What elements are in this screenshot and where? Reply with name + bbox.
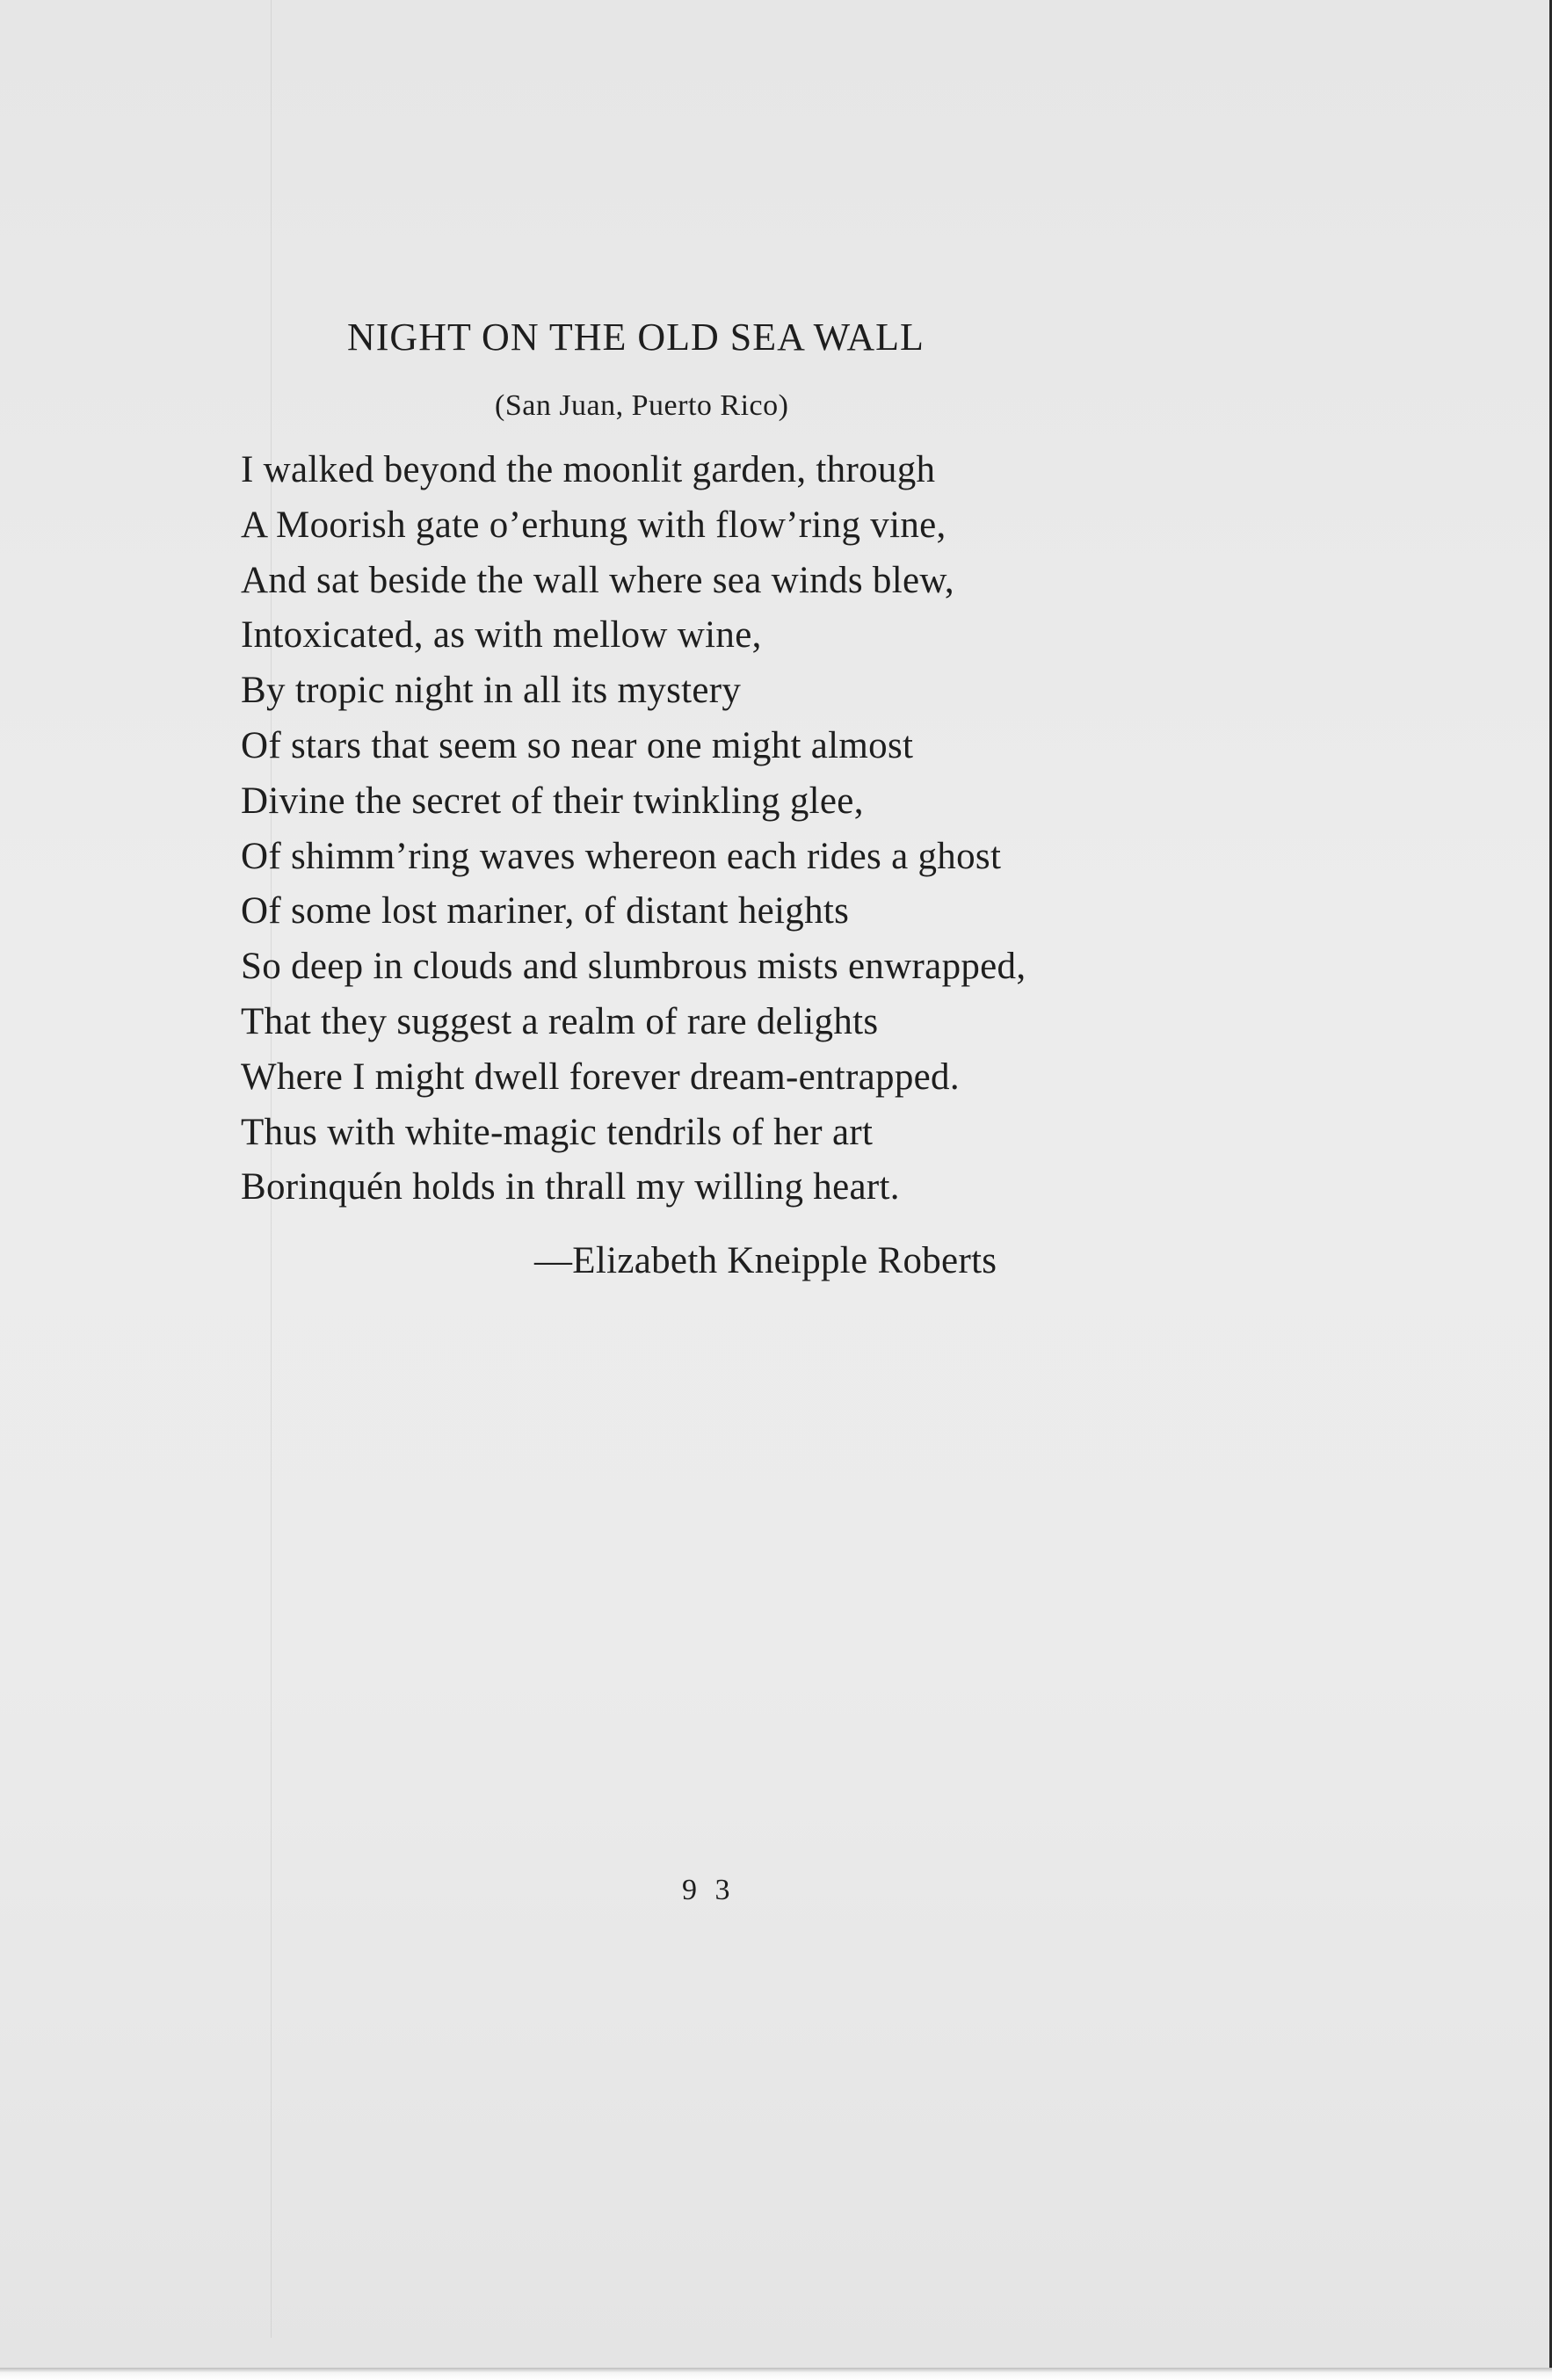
page-number: 9 3 [682, 1874, 736, 1906]
poem-line: Borinquén holds in thrall my willing heart. [241, 1166, 900, 1208]
poem-line: Thus with white-magic tendrils of her art [241, 1111, 874, 1153]
poem-line: And sat beside the wall where sea winds blew, [241, 559, 954, 601]
poem-line: Of shimm’ring waves whereon each rides a ghost [241, 835, 1002, 877]
poem-line: Divine the secret of their twinkling glee, [241, 780, 864, 822]
poem-line: Of stars that seem so near one might almost [241, 724, 914, 766]
poem-line: Where I might dwell forever dream-entrapped. [241, 1056, 960, 1098]
poem-attribution: —Elizabeth Kneipple Roberts [534, 1240, 997, 1281]
poem-line: That they suggest a realm of rare delights [241, 1000, 879, 1042]
poem-line: I walked beyond the moonlit garden, through [241, 449, 936, 490]
poem-line: Intoxicated, as with mellow wine, [241, 614, 762, 657]
poem-line: So deep in clouds and slumbrous mists enwrapped, [241, 946, 1026, 988]
poem-line: By tropic night in all its mystery [241, 670, 742, 712]
poem-line: Of some lost mariner, of distant heights [241, 890, 850, 932]
poem-line: A Moorish gate o’erhung with flow’ring vine, [241, 504, 946, 546]
page-edge-bottom [0, 2368, 1552, 2380]
poem-body [241, 443, 1026, 1215]
poem-title: NIGHT ON THE OLD SEA WALL [347, 316, 925, 359]
poem-subtitle: (San Juan, Puerto Rico) [495, 389, 789, 422]
